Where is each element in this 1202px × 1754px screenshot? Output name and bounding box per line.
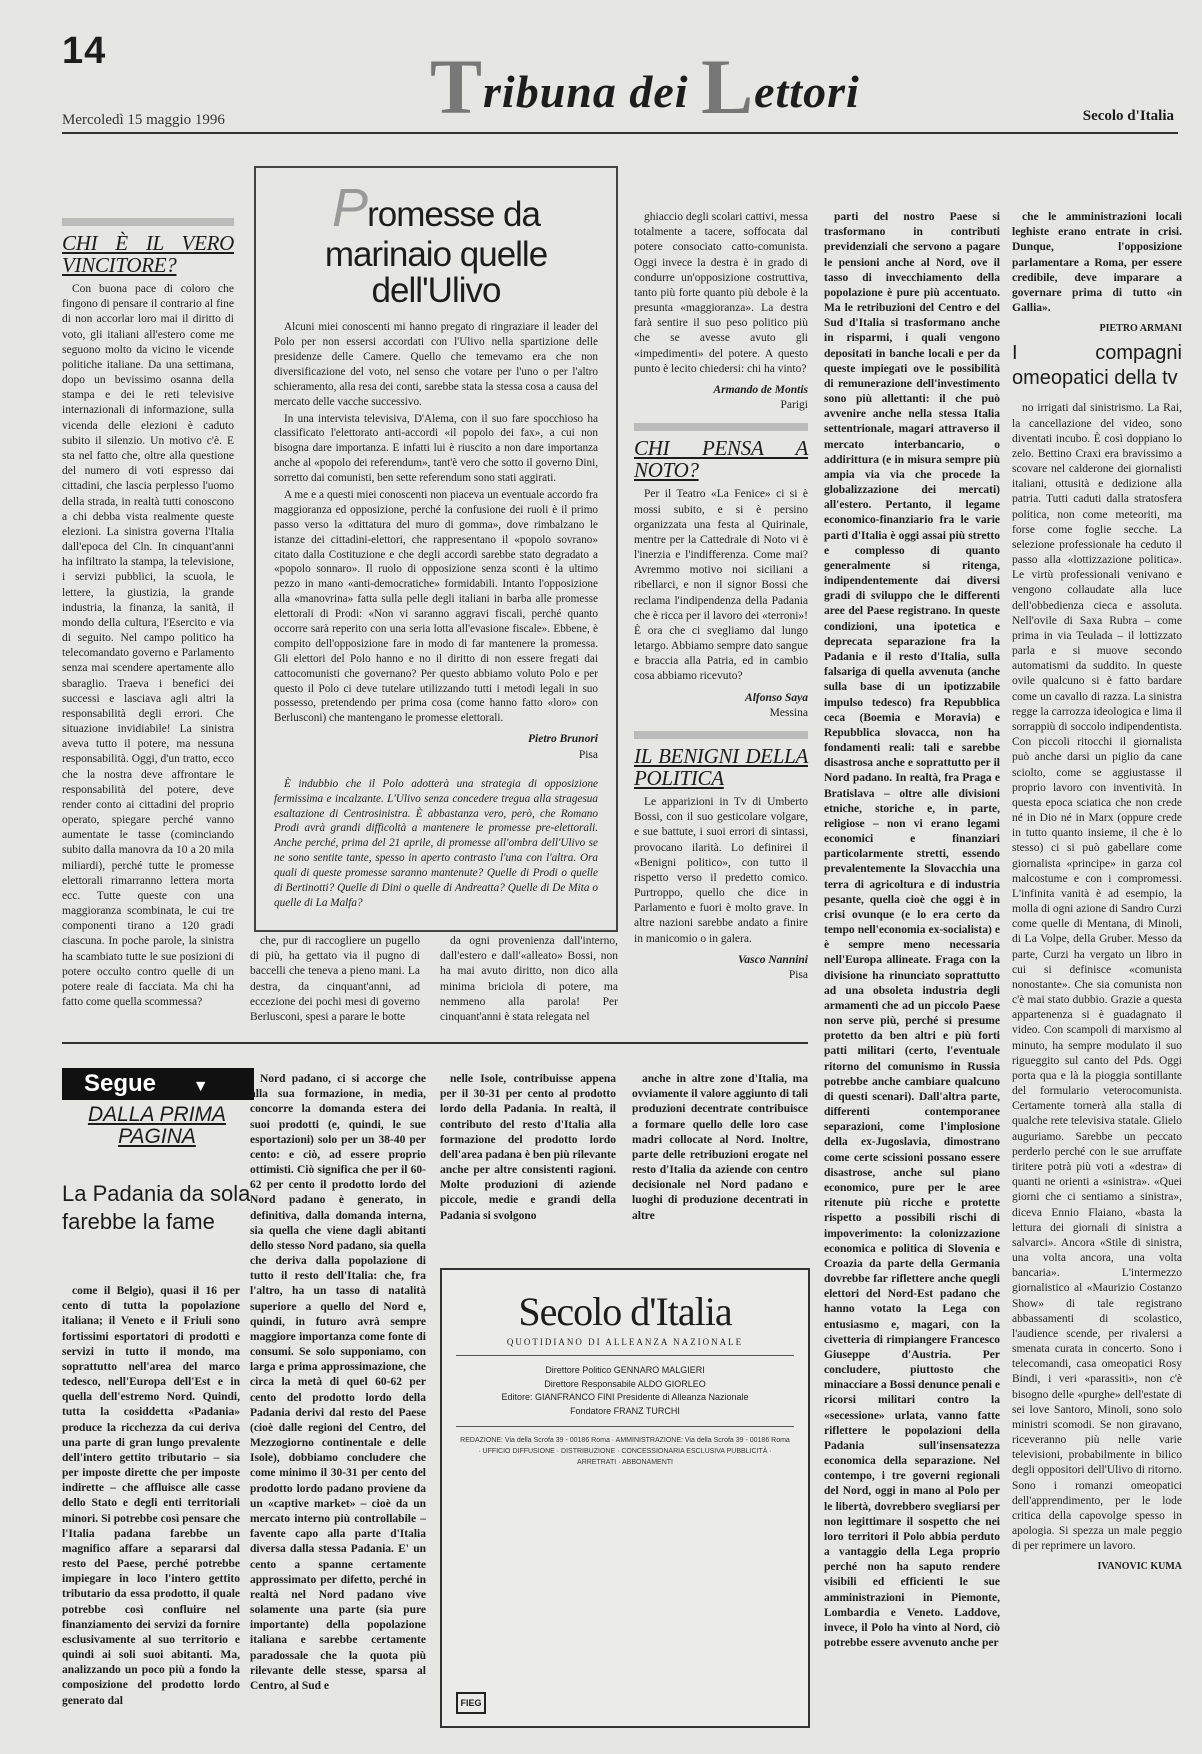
colophon-rule <box>456 1355 794 1356</box>
segue-label: Segue <box>84 1070 157 1097</box>
colophon-subtitle: QUOTIDIANO DI ALLEANZA NAZIONALE <box>506 1337 744 1347</box>
continued-column-1 <box>62 1284 240 1738</box>
masthead-mid: ribuna dei <box>483 66 702 117</box>
brand-label: Secolo d'Italia <box>1082 108 1174 124</box>
colophon-line: Fondatore FRANZ TURCHI <box>570 1405 680 1416</box>
featured-paragraph: In una intervista televisiva, D'Alema, con il suo fare spocchioso ha classificato l'elettorato anti-accordi «il popolo dei fax», a cui non bisogna dare importanza. E infatti lui è riuscito a non dare importanza anche al «popolo dei referendum», tant'è vero che sotto il governo Dini, sorretto dai comunisti, ben sette referendum sono stati aggirati. <box>274 412 598 485</box>
letter-title: IL BENIGNI DELLA POLITICA <box>634 743 808 790</box>
letter-body: Per il Teatro «La Fenice» ci si è mossi subito, e si è persino organizzata una festa al Quirinale, mentre per la Cattedrale di Noto vi è l'inerzia e l'indifferenza. Come mai? Avremmo motivo noi siciliani a ribellarci, e non il signor Bossi che reclama l'indipendenza della Padania che è ricca per il lavoro dei «terroni»! È ora che ci svegliamo dal lungo letargo. Abbiamo sempre dato sangue e braccia alla Patria, ed in cambio cosa abbiamo ricevuto? <box>634 488 809 683</box>
section-divider <box>62 1042 808 1044</box>
continued-column-2 <box>250 1072 426 1738</box>
masthead-end: ettori <box>754 66 860 117</box>
colophon-rule <box>456 1426 794 1427</box>
letter-body: Le apparizioni in Tv di Umberto Bossi, con il suo gesticolare volgare, e sue battute, i suoi errori di sintassi, provocano ilarità. Lo definirei il «Benigni politico», con tutto il rispetto verso il predetto comico. Purtroppo, quello che dice in Parlamento e fuori è molto grave. In altre nazioni sarebbe andato a finire in manicomio o in galera. <box>634 796 808 945</box>
fieg-logo: FIEG <box>456 1692 486 1714</box>
author-signature: Alfonso Saya <box>745 691 808 704</box>
segue-arrow-icon: ▼ <box>192 1078 209 1095</box>
title-bar <box>634 731 808 739</box>
article-body: no irrigati dal sinistrismo. La Rai, la cancellazione del video, sono diventati incubo. È così doppiano lo zelo. Bettino Craxi era bravissimo a scovare nel calderone dei giornalisti italiani, ottusità e dedizione alla patria. Tutti caduti dalla stratosfera politica, non come meteoriti, ma forse come foglie secche. La selezione professionale ha ceduto il passo alla «lottizzazione politica». Le virtù professionali venivano e vengono collaudate alla luce dell'obbedienza cieca e assoluta. Nell'ovile di Saxa Rubra – come prima in via Teulada – il lottizzato parla e si muove secondo automatismi da suddito. In queste ovile qualcuno si è fatto bardare come un cavallo di razza. La sinistra regge la carrozza ideologica e lima il sorrappiù di soccolo indipendentista. Con piccoli ritocchi il giornalista può anche darsi un piglio da cane sciolto, come se aggiustasse il proprio lavoro con inventività. In questa epoca sciatica che non crede né in Dio né in Marx (oppure crede in tutto quanto insieme, il che è lo stesso) ci si può gabellare come giornalista «principe» in garza col malcostume e con i compromessi. L'infinita vanità è ad esempio, la molla di ogni azione di Sandro Curzi come quelle di Mentana, di Minoli, di La Volpe, della Gruber. Messo da parte, Curzi ha vergato un libro in cui si definisce «comunista nonostante». Che sia comunista non c'è mai stato dubbio. Grazie a questa appartenenza si è guadagnato il video. Con scampoli di marxismo al minuto, ha sempre modulato il suo rigueggito sul canto del Pds. Oggi porta qua e là la pioggia sontillante del formulario veterocomunista. Certamente tornerà alla stalla di qualche rete televisiva statale. Glielo auguriamo. Sarebbe un peccato perderlo perché con le sue arruffate tiritere potrà più voti a «destra» di quanti ne orienti a «sinistra». «Quei giorni che ci sentiamo a sinistra», diceva Ennio Flaiano, «basta la lettura dei giornali di sinistra a salvarci». Ancora «Stile di sinistra, una volta ancora, una volta bancaria». L'intermezzo giornalistico al «Maurizio Costanzo Show» di tale registrano abbassamenti di scolastico, l'audience scende, per rivalersi a smenata curata in concerto. Sono i telecomandi, casa omeopatici Rosy Bindi, i veri «parassiti», non c'è bisogno delle «purghe» dell'estate di sei love Santoro, Minoli, sono solo ministri scomodi. Se non giravano, riceveranno più nelle varie televisioni, probabilmente in bilico degli oppositori dell'Ulivo di ritorno. Sono i romanzi omeopatici dell'apprendimento, per le lode critica della capovolge spesso in apologia. Si spezza un male peggio di per reprimere un lavoro. <box>1012 402 1182 1553</box>
article-body: parti del nostro Paese si trasformano in contributi previdenziali che servono a pagare le pensioni anche al Nord, ove il tasso di invecchiamento della popolazione è pure più accentuato. Ma le retribuzioni del Centro e del Sud d'Italia si trasformano anche in risparmi, i quali vengono depositati in banche locali e per da queste impiegati ove le possibilità di remunerazione dell'investimento sono più allettanti: il che può avvenire anche nella stessa Italia settentrionale, magari attraverso il mercato interbancario, o addirittura (e in misura sempre più ampia via via che procede la globalizzazione dei mercati) all'estero. Pertanto, il legame economico-finanziario fra le varie parti d'Italia è oggi assai più stretto e complesso di quanto generalmente si ritenga, indipendentemente dai diversi gradi di sviluppo che le differenti aree del Paese registrano. In queste condizioni, una ipotetica e deprecata separazione fra la Padania e il resto d'Italia, sulla falsariga di quella avvenuta (anche sulla base di un ipotizzabile impulso tedesco) fra Repubblica ceca (Boemia e Moravia) e Repubblica slovacca, non ha fondamenti reali: tali e sarebbe disastrosa anche e soprattutto per il Nord padano. In realtà, fra Praga e Bratislava – oltre alle divisioni etniche, storiche e, in parte, religiose – non vi erano legami economici e finanziari particolarmente stretti, essendo prevalentemente la Slovacchia una terra di agricoltura e di industria pesante, quella cioè che oggi è in crisi ovunque (e lo era certo da tempo nell'economia ex-socialista) e è sempre meno necessaria nell'Europa allineate. Fraga con la divisione ha rinunciato soprattutto ad una obsoleta industria degli armamenti che ad un piccolo Paese non serve più, perché si presume protetto da ben altri e più forti patti militari (certo, l'eventuale ritorno del comunismo in Russia potrebbe anche cambiare qualcuno di questi scenari). Dall'altra parte, differenti contemporanee separazioni, come l'implosione della ex-Jugoslavia, dimostrano come certe scissioni possano essere disastrose, anche sul piano economico, pure per le aree ritenute più ricche e protette rispetto a possibili rischi di impoverimento: la colonizzazione economica e politica di Slovenia e Croazia da parte della Germania dovrebbe far riflettere anche quegli elettori del Nord-Est padano che hanno votato la Lega con entusiasmo e, magari, con la civetteria di rimpiangere Francesco Giuseppe d'Austria. Per concludere, piuttosto che minacciare a Bossi denunce penali e ricorsi militari contro la «secessione» urlata, vanno fatte riflettere le popolazioni della Padania sull'insensatezza economica della separazione. Nel contempo, i tre governi regionali del Nord, oggi in mano al Polo per le libertà, dovrebbero svegliarsi per non legittimare il sospetto che nei loro territori il Polo abbia perduto a vantaggio della Lega proprio perché non ha saputo rendere visibili ed efficienti le sue amministrazioni in Piemonte, Lombardia e Veneto. Laddove, invece, il Polo ha vinto al Nord, ciò potrebbe essere avvenuto anche per <box>824 211 1000 1650</box>
continuation-paragraph: che, pur di raccogliere un pugello di più, ha gettato via il pugno di baccelli che teneva a pieno mani. La destra, da cinquant'anni, ad eccezione dei pochi mesi di governo Berlusconi, spesi a parare le botte <box>250 935 420 1023</box>
continuation-paragraph: da ogni provenienza dall'interno, dall'estero e dall'«alleato» Bossi, non ha mai avuto diritto, non dico alla minima briciola di potere, ma nemmeno alla parola! Per cinquant'anni è stata relegata nel <box>440 935 618 1023</box>
article-column-4 <box>824 210 1000 1738</box>
title-bar <box>62 218 234 226</box>
letter-column-1 <box>62 218 234 1010</box>
letter-body: ghiaccio degli scolari cattivi, messa totalmente a tacere, soffocata dal potere consociato catto-comunista. Oggi invece la destra è in grado di condurre un'opposizione costruttiva, tanto più forte quanto più debole è la presunta «maggioranza». La destra farà sentire il suo peso politico più che se avesse avuto gli «impedimenti» del potere. A questo punto è lecito chiedersi: chi ha vinto? <box>634 211 808 375</box>
continued-article-title: La Padania da sola farebbe la fame <box>62 1181 251 1234</box>
colophon-title: Secolo d'Italia <box>518 1289 732 1334</box>
article-column-5 <box>1012 210 1182 1738</box>
featured-paragraph: Alcuni miei conoscenti mi hanno pregato di ringraziare il leader del Polo per non essersi accordati con l'Ulivo nella spartizione delle presidenze delle Camere. Quello che temevamo era che non diversificazione del voto, nel senso che votare per l'uno o per l'altro schieramento, alla resa dei conti, sarebbe stata la stessa cosa a causa del mercato delle vacche successivo. <box>274 321 598 408</box>
continued-body: Nord padano, ci si accorge che alla sua formazione, in media, concorre la domanda estera dei suoi prodotti (e, quindi, le sue esportazioni) solo per un 38-40 per cento: e ciò, ad essere proprio ottimisti. Ciò significa che per il 60-62 per cento il prodotto lordo del Nord padano è generato, in definitiva, dalla domanda interna, sia quella che viene dagli abitanti dello stesso Nord padano, sia quella che deriva dalla popolazione di tutto il resto dell'Italia: che, fra l'altro, ha un tasso di natalità superiore a quello del Nord e, quindi, in futuro avrà sempre maggiore importanza come fonte di consumi. Se solo supponiamo, con larga e prima approssimazione, che circa la metà di quel 60-62 per cento del prodotto lordo della Padania derivi dal resto del Paese (cioè dalle regioni del Centro, del Mezzogiorno continentale e delle Isole), dobbiamo concludere che come minimo il 30-31 per cento del prodotto lordo padano proviene da un «captive market» – cioè da un mercato interno più controllabile – favente capo alla parte d'Italia diversa dalla stessa Padania. E' un cento a spanne certamente approssimato per difetto, perché in realtà nel Nord padano vive solamente una parte (sia pure importante) della popolazione italiana e sarebbe certamente paradossale che la quota più rilevante delle stesse, sparsa al Centro, al Sud e <box>250 1073 426 1692</box>
title-bar <box>634 423 808 431</box>
colophon-box <box>440 1268 810 1728</box>
continued-body: come il Belgio), quasi il 16 per cento di tutta la popolazione italiana; il Veneto e il Friuli sono fortissimi esportatori di prodotti e servizi in tutto il mondo, ma soprattutto nell'area del marco tedesco, nell'Europa dell'Est e in quella dell'estremo Nord. Quindi, tutta la cosiddetta «Padania» produce la ricchezza da cui deriva una parte di gran lungo prevalente dell'intero gettito tributario – sia per imposte dirette che per imposte indirette – che affluisce alle casse dello Stato e degli enti territoriali minori. Si potrebbe così pensare che l'Italia padana farebbe un magnifico affare a separarsi dal resto del Paese, perché potrebbe impiegare in loco l'intero gettito tributario da essa prodotto, il quale potrebbe così confluire nel finanziamento dei servizi da fornire esclusivamente al suo territorio e quindi ai soli suoi abitanti. Ma, analizzando un poco più a fondo la composizione del prodotto lordo generato dal <box>62 1285 240 1707</box>
featured-title-initial: P <box>332 178 368 238</box>
article-body: che le amministrazioni locali leghiste erano entrate in crisi. Dunque, l'opposizione parlamentare a Roma, per essere credibile, deve imparare a governare prima di tutto «in Gallia». <box>1012 211 1182 315</box>
page-number: 14 <box>62 30 107 72</box>
featured-title-text: romesse da marinaio quelle dell'Ulivo <box>324 195 548 311</box>
section-masthead <box>430 36 860 130</box>
author-city: Pisa <box>788 968 808 981</box>
header-rule <box>62 132 1178 134</box>
dateline: Mercoledì 15 maggio 1996 <box>62 112 225 128</box>
author-city: Messina <box>769 706 808 719</box>
continued-from-label: DALLA PRIMA PAGINA <box>87 1103 227 1149</box>
continued-column-4 <box>632 1072 808 1252</box>
masthead-initial-2: L <box>701 43 755 130</box>
featured-title <box>266 180 606 310</box>
letter-title: CHI È IL VERO VINCITORE? <box>62 231 234 278</box>
author-signature: IVANOVIC KUMA <box>1097 1561 1182 1573</box>
author-signature: Armando de Montis <box>713 383 808 396</box>
column-title: I compagni omeopatici della tv <box>1012 342 1182 390</box>
author-city: Pisa <box>578 748 598 761</box>
continuation-text-left <box>250 934 420 1023</box>
author-signature: Vasco Nannini <box>738 953 808 966</box>
letter-body: Con buona pace di coloro che fingono di pensare il contrario al fine di non accorlar loro mai il diritto di voto, gli italiani all'estero come me seguono molto da vicino le vicende politiche italiane. Da una settimana, dopo un bevissimo osanna della stampa e dei le reti televisive internazionali di informazione, sulla vicenda delle elezioni è caduto subito il silenzio. Un motivo c'è. E sta nel fatto che, oltre alla questione del numero di voti espresso dai cittadini, che lascia perplesso l'uomo della strada, in realtà tutti conoscono a chi debba vista realmente queste elezioni. La sinistra governa l'Italia dall'epoca del Cln. In cinquant'anni ha infiltrato la stampa, la televisione, i servizi pubblici, la scuola, le lettere, la giustizia, la grande industria, la finanza, la sanità, il mondo della cultura, l'Esercito e via di seguito. Nel campo politico ha telecomandato governo e Parlamento senza mai scendere apertamente allo sbaraglio. Traeva i benefici dei successi e lasciava agli altri la responsabilità degli errori. Che situazione invidiabile! La sinistra aveva tutto il potere, ma nessuna responsabilità. Oggi, d'un tratto, ecco che la nostra deve affrontare le responsabilità del potere, deve render conto ai cittadini del proprio operato, spiegare perché vanno aumentate le tasse (cominciando subito dalla manovra da 10 a 20 mila miliardi), perché tutte le promesse elettorali rimarranno lettera morta ecc. Tutte queste con una maggioranza scombinata, le cui tre componenti tirano a 120 gradi ciascuna. In poche parole, la sinistra ha scambiato tutte le sue posizioni di potere occulto contro quelle di un potere reale di facciata. Ma chi ha fatto come quella scommessa? <box>62 283 234 1009</box>
featured-letter-box <box>254 166 618 932</box>
letter-title: CHI PENSA A NOTO? <box>634 436 808 483</box>
continued-body: nelle Isole, contribuisse appena per il 30-31 per cento al prodotto lordo della Padania. In realtà, il contributo del resto d'Italia alla formazione del prodotto lordo dell'area padana è ben più rilevante anche per altre consistenti ragioni. Molte produzioni di aziende piccole, medie e grandi della Padania si svolgono <box>440 1073 616 1222</box>
colophon-line: Direttore Politico GENNARO MALGIERI <box>545 1365 705 1375</box>
colophon-line: Direttore Responsabile ALDO GIORLEO <box>544 1378 706 1389</box>
author-signature: PIETRO ARMANI <box>1099 323 1182 335</box>
continuation-text-right <box>440 934 618 1023</box>
continued-column-3 <box>440 1072 616 1252</box>
featured-paragraph: A me e a questi miei conoscenti non piaceva un eventuale accordo fra maggioranza ed opposizione, perché la confusione dei ruoli è il primo passo verso la «dittatura del muro di gomma», dove rimbalzano le istanze dei cittadini-elettori, che rappresentano il «popolo sovrano» citato dalla Costituzione e che degli accordi sarebbe stato degradato a «popolo sonnaro». Il ruolo di opposizione senza sconti è la ultimo pezzo in mano «anti-democratiche» formidabili. Intanto l'opposizione alla «manovrina» fatta sulla pelle degli italiani in barba alle promesse elettorali di Prodi: «Non vi saranno aggravi fiscali, perché quanto occorre sarà reperito con una seria lotta all'evasione fiscale». Ebbene, è compito dell'opposizione fare in modo di far mantenere la promessa. Gli elettori del Polo hanno e no il diritto di non essere fregati dai cattocomunisti che governano? Per questo abbiamo voluto Polo e per questo il Polo ci deve tutelare utilizzando tutti i metodi legali in suo possesso, pretendendo per prima cosa (come hanno fatto «loro» con Berlusconi) che mantengano le promesse elettorali. <box>274 488 598 725</box>
colophon-fine-print: REDAZIONE: Via della Scrofa 39 - 00186 Roma · AMMINISTRAZIONE: Via della Scrofa 39 - 00186 Roma · UFFICIO DIFFUSIONE · DISTRIBUZIONE · CONCESSIONARIA ESCLUSIVA PUBBLICITÀ · ARRETRATI · ABBONAMENTI <box>460 1437 790 1467</box>
author-city: Parigi <box>780 399 808 412</box>
featured-body <box>256 320 616 911</box>
letter-column-3 <box>634 210 808 1020</box>
editor-reply: È indubbio che il Polo adotterà una strategia di opposizione fermissima e incalzante. L'Ulivo senza concedere tregua alla stragesua esaltazione di Centrosinistra. È abbastanza vero, però, che Romano Prodi avrà grandi difficoltà a mantenere le promesse pre-elettorali. Anche perché, prima del 21 aprile, di promesse all'ombra dell'Ulivo se ne sono sentite tante, spesso in aperto contrasto l'una con l'altra. Ora quali di queste promesse saranno mantenute? Quelle di Prodi o quelle di Bertinotti? Quelle di Dini o quelle di Andreatta? Quelle di De Mita o quelle di La Malfa? <box>274 777 598 909</box>
colophon-line: Editore: GIANFRANCO FINI Presidente di Alleanza Nazionale <box>501 1392 749 1402</box>
author-signature: Pietro Brunori <box>528 733 598 746</box>
masthead-initial: T <box>430 43 484 130</box>
continued-body: anche in altre zone d'Italia, ma ovviamente il valore aggiunto di tali produzioni decentrate contribuisce a formare quello delle loro case madri collocate al Nord. Inoltre, parte delle retribuzioni erogate nel resto d'Italia da aziende con centro decisionale nel Nord padano e luoghi di produzione decentrati in altre <box>632 1073 808 1222</box>
segue-banner <box>62 1068 254 1100</box>
